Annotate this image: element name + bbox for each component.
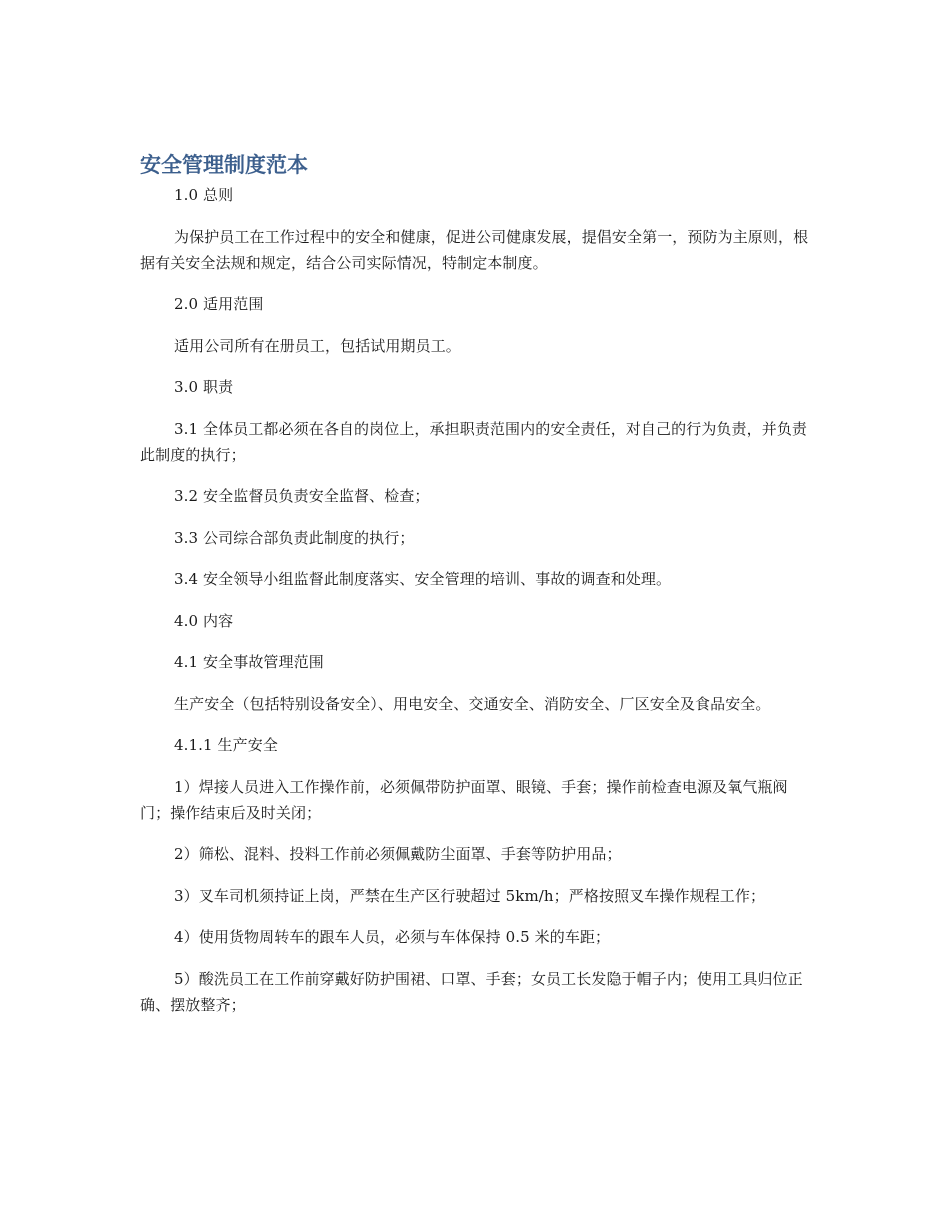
subsection-heading-4-1-1: 4.1.1 生产安全: [174, 736, 278, 754]
paragraph-duty-3-4: 3.4 安全领导小组监督此制度落实、安全管理的培训、事故的调查和处理。: [174, 570, 672, 588]
paragraph-duty-3-3: 3.3 公司综合部负责此制度的执行；: [174, 528, 415, 547]
section-heading-content: 4.0 内容: [174, 611, 234, 630]
paragraph-purpose: 为保护员工在工作过程中的安全和健康，促进公司健康发展，提倡安全第一，预防为主原则，根据有关安全法规和规定，结合公司实际情况，特制定本制度。: [140, 227, 809, 272]
paragraph-safety-scope: 生产安全（包括特别设备安全）、用电安全、交通安全、消防安全、厂区安全及食品安全。: [174, 694, 771, 713]
list-item-5: 5）酸洗员工在工作前穿戴好防护围裙、口罩、手套；女员工长发隐于帽子内；使用工具归位正确、摆放整齐；: [140, 969, 803, 1014]
section-heading-general: 1.0 总则: [174, 186, 234, 204]
subsection-heading-4-1: 4.1 安全事故管理范围: [174, 653, 324, 671]
section-heading-scope: 2.0 适用范围: [174, 295, 264, 313]
paragraph-duty-3-2: 3.2 安全监督员负责安全监督、检查；: [174, 487, 430, 505]
list-item-4: 4）使用货物周转车的跟车人员，必须与车体保持 0.5 米的车距；: [174, 928, 611, 946]
list-item-1: 1）焊接人员进入工作操作前，必须佩带防护面罩、眼镜、手套；操作前检查电源及氧气瓶阀门；操作结束后及时关闭；: [140, 777, 788, 822]
document-body: [140, 150, 810, 1033]
document-title: 安全管理制度范本: [140, 153, 308, 177]
paragraph-scope: 适用公司所有在册员工，包括试用期员工。: [174, 336, 461, 355]
paragraph-duty-3-1: 3.1 全体员工都必须在各自的岗位上，承担职责范围内的安全责任，对自己的行为负责，并负责此制度的执行；: [140, 419, 808, 464]
list-item-3: 3）叉车司机须持证上岗，严禁在生产区行驶超过 5km/h；严格按照叉车操作规程工作；: [174, 886, 766, 905]
list-item-2: 2）筛松、混料、投料工作前必须佩戴防尘面罩、手套等防护用品；: [174, 845, 622, 863]
section-heading-duties: 3.0 职责: [174, 378, 234, 396]
